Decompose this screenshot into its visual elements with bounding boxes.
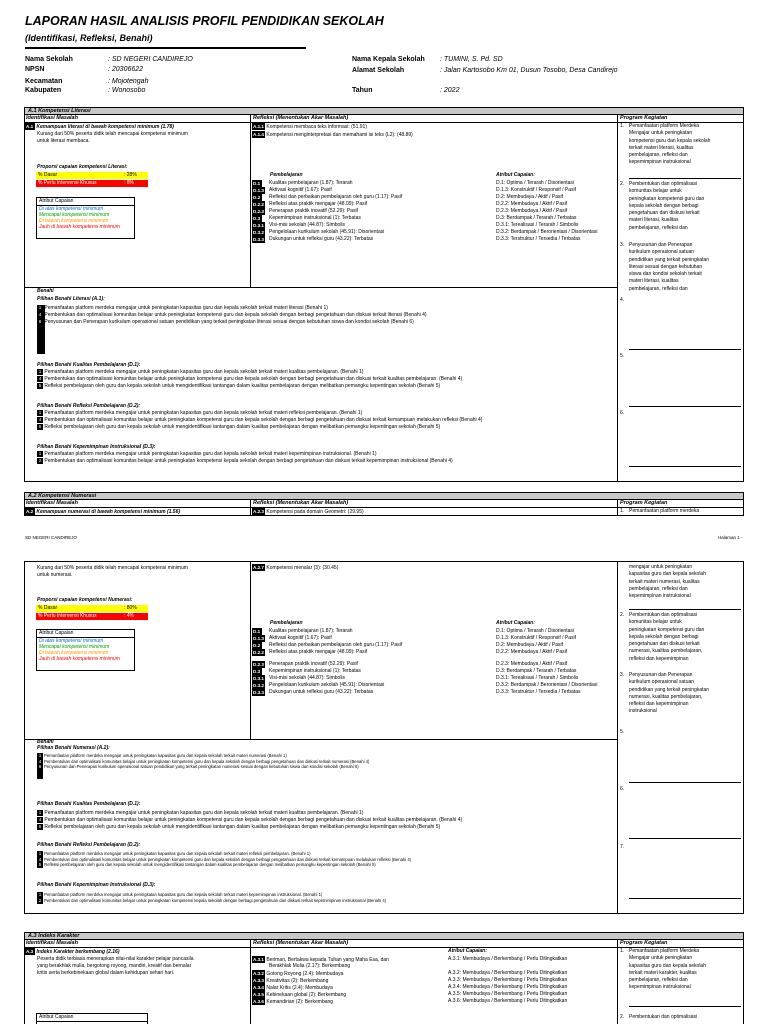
benahi-item: Refleksi pembelajaran oleh guru dan kepala sekolah untuk mengidentifikasi tantangan dalam kualitas pembelajaran dengan melibatkan pemangku kepentingan sekolah (Benahi 5) — [44, 383, 441, 389]
a2-code: A.2 — [26, 509, 34, 514]
a1-legend-l2: Mencapai kompetensi minimum — [39, 212, 110, 218]
d-item: Penerapan praktik inovatif (52.29): Pasif — [269, 208, 358, 214]
a1-d-items — [269, 180, 402, 243]
npsn-value: : 20306622 — [108, 65, 144, 73]
d-item: Kepemimpinan instruksional (1): Terbatas — [269, 215, 361, 221]
d-item: Dukungan untuk refleksi guru (43.22): Terbatas — [269, 236, 374, 242]
a3-prog-2: 2. Pembentukan dan optimalisasi — [620, 1014, 698, 1020]
a2-d1-title: Pilihan Benahi Kualitas Pembelajaran (D.1): — [37, 801, 141, 807]
a2-problem: Kemampuan numerasi di bawah kompetensi minimum (1.56) — [36, 509, 181, 515]
year-label: Tahun — [352, 86, 373, 94]
a3-code: A.3 — [26, 949, 34, 954]
kab-label: Kabupaten — [25, 87, 62, 94]
d-code: D.2.3 — [253, 209, 264, 214]
benahi-item: Pemanfaatan platform merdeka mengajar untuk peningkatan kapasitas guru dan kepala sekolah terkait materi kualitas pembelajaran. (Benahi 1) — [44, 369, 364, 375]
a1-prog-2: 2. Pembentukan dan optimalisasi komunitas belajar untuk peningkatan kompetensi guru dan kepala sekolah dengan berbagi pengetahuan dan diskusi terkait materi literasi, kualitas pembelajaran, refleksi dan — [620, 181, 705, 231]
a2-hdr-identifikasi: Identifikasi Masalah — [26, 500, 78, 506]
d-attr: D.3.2: Berdampak / Berorientasi / Disorientasi — [496, 229, 598, 235]
a1-legend-l1: Di atas kompetensi minimum — [39, 206, 104, 212]
report-title: LAPORAN HASIL ANALISIS PROFIL PENDIDIKAN SEKOLAH — [25, 14, 384, 28]
a1-khusus-value: : 8% — [124, 180, 135, 186]
a2-prog-2: 2. Pembentukan dan optimalisasi komunitas belajar untuk peningkatan kompetensi guru dan kepala sekolah dengan berbagi pengetahuan dan diskusi terkait numerasi, kualitas pembelajaran, refleksi dan kepemimpinan — [620, 612, 705, 662]
a2-d-items: Kualitas pembelajaran (1.87): Terarah Aktivasi kognitif (1.67): Pasif Refleksi dan perbaikan pembelajaran oleh guru (1.17): Pasif Refleksi atas praktik mengajar (48.09): Pasif Penerapan praktik inovatif (52.29): Pasif Kepemimpinan instruksional (1): Terbatas Visi-misi sekolah (44.87): Simbolis Pengelolaan kurikulum sekolah (45.91): Disorientasi Dukungan untuk refleksi guru (43.22): Terbatas — [269, 628, 403, 695]
a2-desc2: untuk numerasi. — [37, 572, 73, 578]
a1-pilihan: Pilihan Benahi Literasi (A.1): — [37, 296, 105, 302]
a2-d2-list: 1 Pemanfaatan platform merdeka mengajar untuk peningkatan kapasitas guru dan kepala sekolah terkait materi refleksi pembelajaran. (Benahi 1) 4 Pembentukan dan optimalisasi komunitas belajar untuk peningkatan kompetensi guru dan kepala sekolah dengan berbagi pengetahuan dan diskusi terkait kemampuan melakukan refleksi (Benahi 4) 5 Refleksi pembelajaran oleh guru dan kepala sekolah untuk mengidentifikasi tantangan dalam kualitas pembelajaran dengan melibatkan pemangku kepentingan sekolah (Benahi 5) — [38, 851, 412, 867]
a3-legend: Atribut Capaian — [36, 1013, 148, 1024]
a2-prog-1: 1. Pemanfaatan platform merdeka — [620, 508, 700, 514]
a1-refl-1 — [252, 131, 413, 139]
a2-hdr-refleksi: Refleksi (Menentukan Akar Masalah) — [253, 500, 349, 506]
a1-dasar-value: : 28% — [124, 172, 137, 178]
benahi-item: Pemanfaatan platform merdeka mengajar untuk peningkatan kapasitas guru dan kepala sekolah terkait materi refleksi pembelajaran. (Benahi 1) — [44, 410, 363, 416]
a1-section-title: A.1 Kompetensi Literasi — [24, 107, 744, 115]
a1-d-codes — [252, 180, 265, 243]
d-item: Refleksi atas praktik mengajar (48.09): Pasif — [269, 201, 368, 207]
a2-khusus-row: % Perlu Intervensi Khusus : 4% — [36, 613, 148, 620]
d-code: D.1.3 — [253, 188, 264, 193]
info-right — [352, 56, 618, 94]
d-code: D.1 — [253, 181, 261, 186]
a1-d2-title: Pilihan Benahi Refleksi Pembelajaran (D.2): — [37, 403, 141, 409]
d-attr: D.2.3: Membudaya / Aktif / Pasif — [496, 208, 568, 214]
year-value: : 2022 — [440, 86, 460, 94]
school-label: Nama Sekolah — [25, 56, 73, 63]
a2-atribut-hdr: Atribut Capaian: — [496, 620, 535, 626]
kec-value: : Mojotengah — [108, 77, 149, 85]
a3-hdr-identifikasi: Identifikasi Masalah — [26, 940, 78, 946]
a1-khusus-label: % Perlu Intervensi Khusus — [38, 180, 97, 186]
a1-legend-title: Atribut Capaian — [37, 198, 134, 206]
addr-label: Alamat Sekolah — [352, 66, 405, 74]
a2-legend: Atribut Capaian Di atas kompetensi minimum Mencapai kompetensi minimum Di bawah kompetensi minimum Jauh di bawah kompetensi minimum — [36, 629, 135, 671]
d-code: D.2.2 — [253, 202, 264, 207]
d-attr: D.3.1: Terealisasi / Terarah / Simbolis — [496, 222, 579, 228]
d-attr: D.2: Membudaya / Aktif / Pasif — [496, 194, 563, 200]
a1-prog-4: 4. — [620, 297, 625, 303]
a1-refl-0 — [252, 123, 367, 131]
a2-prog-7: 7. — [620, 844, 625, 850]
footer-left: SD NEGERI CANDIREJO — [25, 535, 78, 540]
a1-hdr-program: Program Kegiatan — [620, 115, 668, 121]
a1-prop-title: Proporsi capaian kompetensi Literasi: — [37, 164, 128, 170]
a2-benahi-list: 1 Pemanfaatan platform merdeka mengajar untuk peningkatan kapasitas guru dan kepala sekolah terkait materi numerasi (Benahi 1) 4 Pembentukan dan optimalisasi komunitas belajar untuk peningkatan kompetensi guru dan kepala sekolah dengan berbagi pengetahuan dan diskusi terkait numerasi (Benahi 4) 6 Penyusunan dan Penerapan kurikulum operasional satuan pendidikan yang terkait peningkatan numerasi sesuai dengan kebutuhan siswa dan kondisi sekolah (Benahi 6) — [38, 753, 370, 769]
d-attr: D.2.2: Membudaya / Aktif / Pasif — [496, 201, 568, 207]
a2-refl2-code: A.2.7 — [253, 565, 264, 570]
head-value: : TUMINI, S. Pd. SD — [440, 56, 503, 63]
a1-refl-1-text: Kompetensi menginterpretasi dan memahami isi teks (L2): (48.89) — [266, 132, 413, 138]
a3-refl: A.3.1 Beriman, Bertakwa kepada Tuhan yang Maha Esa, dan Berakhlak Mulia (2.17): Berkembang A.3.2 Gotong Royong (2.4): Membudaya A.3.3 Kreativitas (2): Berkembang A.3.4 Nalar Kritis (2.4): Membudaya A.3.5 Kebinekaan global (2): Berkembang A.3.6 Kemandirian (2): Berkembang — [253, 957, 389, 1005]
a3-hdr-program: Program Kegiatan — [620, 940, 668, 946]
a2-desc1: Kurang dari 50% peserta didik telah mencapai kompetensi minimum — [37, 565, 188, 571]
d-item: Visi-misi sekolah (44.87): Simbolis — [269, 222, 346, 228]
a1-desc2: untuk literasi membaca. — [37, 138, 90, 144]
a2-refl1-code: A.2.3 — [253, 509, 264, 514]
benahi-item: Pembentukan dan optimalisasi komunitas belajar untuk peningkatan kompetensi kepala sekolah dengan berbagi pengetahuan dan diskusi terkait kepemimpinan instruksional (Benahi 4) — [44, 458, 453, 464]
a3-hdr-refleksi: Refleksi (Menentukan Akar Masalah) — [253, 940, 349, 946]
a1-refl-0-text: Kompetensi membaca teks informasi: (51.91) — [266, 124, 367, 130]
a2-d-attr: D.1: Optima / Terarah / Disorientasi D.1.3: Konstruktif / Responsif / Pasif D.2: Membudaya / Aktif / Pasif D.2.2: Membudaya / Aktif / Pasif D.2.3: Membudaya / Aktif / Pasif D.3: Berdampak / Terarah / Terbatas D.3.1: Terealisasi / Terarah / Simbolis D.3.2: Berdampak / Berorientasi / Disorientasi D.3.3: Terstruktur / Tersedia / Terbatas — [496, 628, 598, 695]
a2-d1-list: 1 Pemanfaatan platform merdeka mengajar untuk peningkatan kapasitas guru dan kepala sekolah terkait materi kualitas pembelajaran. (Benahi 1) 4 Pembentukan dan optimalisasi komunitas belajar untuk peningkatan kompetensi guru dan kepala sekolah dengan berbagi pengetahuan dan diskusi terkait kualitas pembelajaran. (Benahi 4) 5 Refleksi pembelajaran oleh guru dan kepala sekolah untuk mengidentifikasi tantangan dalam kualitas pembelajaran dengan melibatkan pemangku kepentingan sekolah (Benahi 5) — [38, 810, 463, 830]
a2-prog-1-cont: mengajar untuk peningkatan kapasitas guru dan kepala sekolah terkait materi numerasi, kualitas pembelajaran, refleksi dan kepemimpinan instruksional — [629, 564, 706, 600]
benahi-item: Pemanfaatan platform merdeka mengajar untuk peningkatan kapasitas guru dan kepala sekolah terkait materi kepemimpinan instruksional. (Benahi 1) — [44, 451, 377, 457]
d-code: D.3.3 — [253, 237, 264, 242]
a3-problem: Indeks Karakter berkembang (2.16) — [36, 949, 120, 955]
a1-dasar-row — [36, 172, 148, 179]
benahi-item: Pembentukan dan optimalisasi komunitas belajar untuk peningkatan kompetensi guru dan kepala sekolah dengan berbagi pengetahuan dan diskusi terkait literasi (Benahi 4) — [44, 312, 427, 318]
addr-value: : Jalan Kartosobo Km 01, Dusun Tosobo, Desa Candirejo — [440, 66, 618, 74]
a1-prog-3: 3. Penyusunan dan Penerapan kurikulum operasional satuan pendidikan yang terkait peningkatan literasi sesuai dengan kebutuhan siswa dan kondisi sekolah terkait materi literasi, kualitas pembelajaran, refleksi dan — [620, 242, 710, 292]
benahi-item: Pembentukan dan optimalisasi komunitas belajar untuk peningkatan kompetensi guru dan kepala sekolah dengan berbagi pengetahuan dan diskusi terkait kualitas pembelajaran. (Benahi 4) — [44, 376, 463, 382]
a2-dasar-row: % Dasar : 80% — [36, 605, 148, 612]
a2-refl1: Kompetensi pada domain Geometri: (29.95) — [266, 509, 364, 515]
a1-prog-6: 6. — [620, 410, 625, 416]
a3-section-title: A.3 Indeks Karakter — [24, 932, 744, 940]
a2-d3-list: 1 Pemanfaatan platform merdeka mengajar untuk peningkatan kapasitas guru dan kepala sekolah terkait materi kepemimpinan instruksional. (Benahi 1) 2 Pembentukan dan optimalisasi komunitas belajar untuk peningkatan kompetensi kepala sekolah dengan berbagi pengetahuan dan diskusi terkait kepemimpinan instruksional (Benahi 4) — [38, 892, 387, 903]
a1-d3-list: 1 Pemanfaatan platform merdeka mengajar untuk peningkatan kapasitas guru dan kepala sekolah terkait materi kepemimpinan instruksional. (Benahi 1) 2 Pembentukan dan optimalisasi komunitas belajar untuk peningkatan kompetensi kepala sekolah dengan berbagi pengetahuan dan diskusi terkait kepemimpinan instruksional (Benahi 4) — [38, 451, 453, 464]
d-code: D.3.1 — [253, 223, 264, 228]
a1-d1-list: 1 Pemanfaatan platform merdeka mengajar untuk peningkatan kapasitas guru dan kepala sekolah terkait materi kualitas pembelajaran. (Benahi 1) 4 Pembentukan dan optimalisasi komunitas belajar untuk peningkatan kompetensi guru dan kepala sekolah dengan berbagi pengetahuan dan diskusi terkait kualitas pembelajaran. (Benahi 4) 5 Refleksi pembelajaran oleh guru dan kepala sekolah untuk mengidentifikasi tantangan dalam kualitas pembelajaran dengan melibatkan pemangku kepentingan sekolah (Benahi 5) — [38, 369, 463, 389]
d-item: Pengelolaan kurikulum sekolah (45.91): Disorientasi — [269, 229, 385, 235]
a2-d3-title: Pilihan Benahi Kepemimpinan Instruksional (D.3): — [37, 882, 156, 888]
benahi-item: Pembentukan dan optimalisasi komunitas belajar untuk peningkatan kompetensi guru dan kepala sekolah dengan berbagi pengetahuan dan diskusi terkait kemampuan melakukan refleksi (Benahi 4) — [44, 417, 483, 423]
d-code: D.2 — [253, 195, 261, 200]
d-attr: D.1.3: Konstruktif / Responsif / Pasif — [496, 187, 577, 193]
a1-d3-title: Pilihan Benahi Kepemimpinan Instruksional (D.3): — [37, 444, 156, 450]
a1-desc1: Kurang dari 50% peserta didik telah mencapai kompetensi minimum — [37, 131, 188, 137]
d-attr: D.3: Berdampak / Terarah / Terbatas — [496, 215, 577, 221]
a1-hdr-refleksi: Refleksi (Menentukan Akar Masalah) — [253, 115, 349, 121]
d-item: Refleksi dan perbaikan pembelajaran oleh guru (1.17): Pasif — [269, 194, 403, 200]
a3-prog-1: 1. Pemanfaatan platform Merdeka Mengajar untuk peningkatan kapasitas guru dan kepala sekolah terkait materi karakter, kualitas pembelajaran, refleksi dan kepemimpinan instruksional — [620, 948, 706, 991]
benahi-item: Penyusunan dan Penerapan kurikulum operasional satuan pendidikan yang terkait peningkatan literasi sesuai dengan kebutuhan siswa dan kondisi sekolah (Benahi 6) — [44, 319, 414, 325]
a1-prog-5: 5. — [620, 353, 625, 359]
title-underline — [25, 47, 306, 49]
a2-d-codes: D.1 D.1.3 D.2 D.2.2 D.2.3 D.3 D.3.1 D.3.2 D.3.3 — [253, 629, 264, 695]
benahi-item: Refleksi pembelajaran oleh guru dan kepala sekolah untuk mengidentifikasi tantangan dalam kualitas pembelajaran dengan melibatkan pemangku kepentingan sekolah (Benahi 5) — [44, 424, 441, 430]
d-code: D.3 — [253, 216, 261, 221]
d-code: D.3.2 — [253, 230, 264, 235]
a1-problem: Kemampuan literasi di bawah kompetensi minimum (1.78) — [36, 124, 174, 130]
kab-value: : Wonosobo — [108, 87, 146, 94]
d-item: Kualitas pembelajaran (1.87): Terarah — [269, 180, 353, 186]
a2-prog-3: 3. Penyusunan dan Penerapan kurikulum operasional satuan pendidikan yang terkait peningkatan numerasi, kualitas pembelajaran, refleksi dan kepemimpinan instruksional — [620, 672, 710, 715]
a1-d-attr — [496, 180, 597, 243]
a2-pilihan: Pilihan Benahi Numerasi (A.2): — [37, 745, 110, 751]
a1-atribut-hdr: Atribut Capaian: — [496, 172, 535, 178]
footer-right: Halaman 1 - — [718, 535, 743, 540]
report-subtitle: (Identifikasi, Refleksi, Benahi) — [25, 33, 153, 43]
a1-code: A.1 — [26, 124, 34, 129]
a2-refl2: Kompetensi menalar (3): (30.45) — [266, 565, 339, 571]
head-label: Nama Kepala Sekolah — [352, 56, 425, 63]
a3-atribut-hdr: Atribut Capaian: — [448, 948, 487, 954]
a1-legend — [36, 197, 135, 239]
a3-desc: Peserta didik terbiasa menerapkan nilai-nilai karakter pelajar pancasila yang berakhlak mulia, bergotong royong, mandiri, kreatif dan bernalar kritis serta berkebinekaan global dalam kehidupan sehari hari. — [37, 956, 194, 976]
a1-pembelajaran-hdr: Pembelajaran — [270, 172, 303, 178]
a1-khusus-row — [36, 180, 148, 187]
d-item: Aktivasi kognitif (1.67): Pasif — [269, 187, 332, 193]
a2-hdr-program: Program Kegiatan — [620, 500, 668, 506]
a2-d2-title: Pilihan Benahi Refleksi Pembelajaran (D.2): — [37, 842, 141, 848]
a2-section-title: A.2 Kompetensi Numerasi — [24, 492, 744, 500]
a1-prog-1: 1. Pemanfaatan platform Merdeka Mengajar untuk peningkatan kompetensi guru dan kepala sekolah terkait materi literasi, kualitas pembelajaran, refleksi dan kepemimpinan instruksional — [620, 123, 711, 166]
a1-d1-title: Pilihan Benahi Kualitas Pembelajaran (D.1): — [37, 362, 141, 368]
a1-d2-list: 1 Pemanfaatan platform merdeka mengajar untuk peningkatan kapasitas guru dan kepala sekolah terkait materi refleksi pembelajaran. (Benahi 1) 4 Pembentukan dan optimalisasi komunitas belajar untuk peningkatan kompetensi guru dan kepala sekolah dengan berbagi pengetahuan dan diskusi terkait kemampuan melakukan refleksi (Benahi 4) 5 Refleksi pembelajaran oleh guru dan kepala sekolah untuk mengidentifikasi tantangan dalam kualitas pembelajaran dengan melibatkan pemangku kepentingan sekolah (Benahi 5) — [38, 410, 483, 430]
a1-benahi-list: 1 Pemanfaatan platform merdeka mengajar untuk peningkatan kapasitas guru dan kepala sekolah terkait materi literasi (Benahi 1) 4 Pembentukan dan optimalisasi komunitas belajar untuk peningkatan kompetensi guru dan kepala sekolah dengan berbagi pengetahuan dan diskusi terkait literasi (Benahi 4) 6 Penyusunan dan Penerapan kurikulum operasional satuan pendidikan yang terkait peningkatan literasi sesuai dengan kebutuhan siswa dan kondisi sekolah (Benahi 6) — [38, 305, 427, 325]
a1-legend-l4: Jauh di bawah kompetensi minimum — [39, 224, 120, 230]
kec-label: Kecamatan — [25, 77, 63, 85]
a2-pembelajaran-hdr: Pembelajaran — [270, 620, 303, 626]
benahi-item: Pemanfaatan platform merdeka mengajar untuk peningkatan kapasitas guru dan kepala sekolah terkait materi literasi (Benahi 1) — [44, 305, 328, 311]
d-attr: D.3.3: Terstruktur / Tersedia / Terbatas — [496, 236, 581, 242]
a1-refl-1-code: A.1.4 — [253, 132, 264, 137]
a2-prop-title: Proporsi capaian kompetensi Numerasi: — [37, 597, 133, 603]
a1-legend-l3: Di bawah kompetensi minimum — [39, 218, 109, 224]
a1-refl-0-code: A.1.1 — [253, 124, 264, 129]
school-value: : SD NEGERI CANDIREJO — [108, 56, 193, 63]
a1-benahi-hdr: Benahi — [37, 288, 54, 294]
d-attr: D.1: Optima / Terarah / Disorientasi — [496, 180, 574, 186]
a2-benahi-hdr: Benahi — [37, 739, 54, 745]
a1-dasar-label: % Dasar — [38, 172, 58, 178]
a2-prog-6: 6. — [620, 786, 625, 792]
npsn-label: NPSN — [25, 65, 45, 73]
a2-prog-5: 5. — [620, 729, 625, 735]
info-left — [25, 56, 193, 97]
a3-attr: A.3.1: Membudaya / Berkembang / Perlu Ditingkatkan A.3.2: Membudaya / Berkembang / Perlu Ditingkatkan A.3.3: Membudaya / Berkembang / Perlu Ditingkatkan A.3.4: Membudaya / Berkembang / Perlu Ditingkatkan A.3.5: Membudaya / Berkembang / Perlu Ditingkatkan A.3.6: Membudaya / Berkembang / Perlu Ditingkatkan — [448, 956, 568, 1004]
a1-hdr-identifikasi: Identifikasi Masalah — [26, 115, 78, 121]
